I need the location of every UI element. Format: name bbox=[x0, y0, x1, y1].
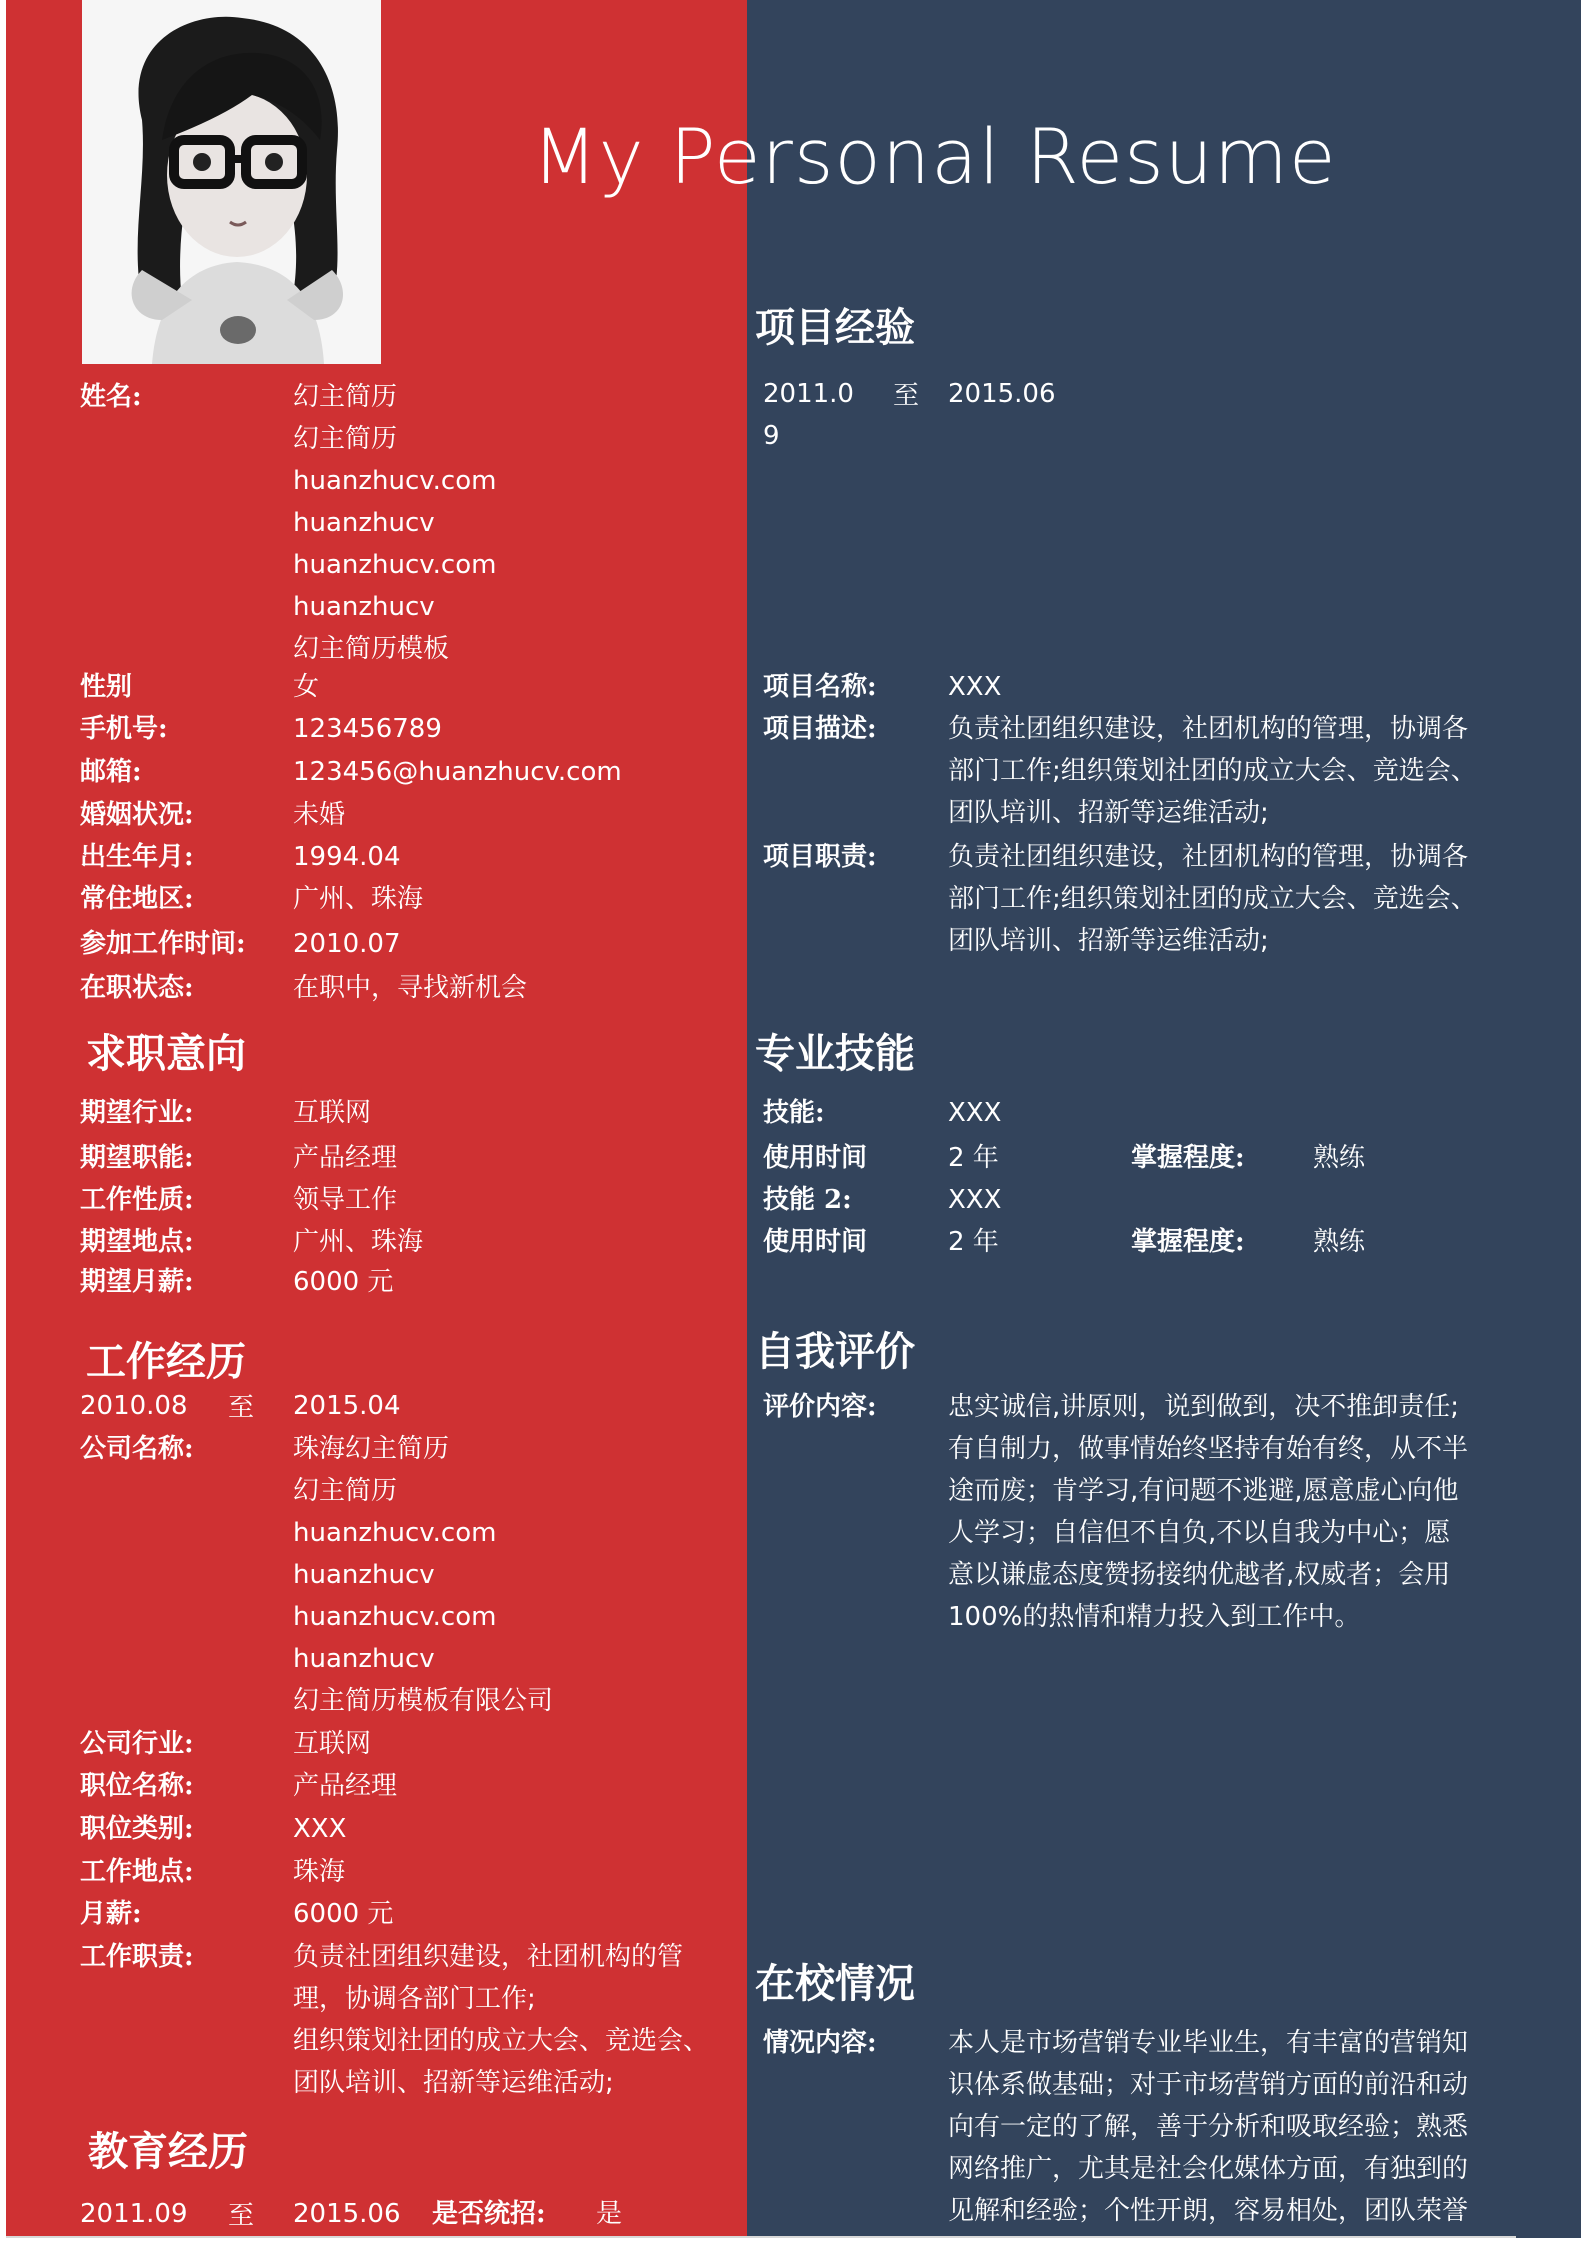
intent-place-label: 期望地点: bbox=[80, 1227, 194, 1257]
intent-nature-value: 领导工作 bbox=[293, 1185, 398, 1215]
self-eval-line: 100%的热情和精力投入到工作中。 bbox=[948, 1602, 1361, 1632]
unified-label: 是否统招: bbox=[432, 2199, 546, 2229]
edu-end-date: 2015.06 bbox=[293, 2199, 401, 2229]
avatar-photo bbox=[82, 0, 381, 364]
work-duty-line: 理，协调各部门工作; bbox=[293, 1984, 536, 2014]
self-eval-line: 忠实诚信,讲原则，说到做到，决不推卸责任; bbox=[948, 1392, 1460, 1422]
status-value: 在职中，寻找新机会 bbox=[293, 973, 528, 1003]
intent-industry-value: 互联网 bbox=[293, 1098, 372, 1128]
gender-value: 女 bbox=[293, 672, 320, 702]
project-duty-line: 团队培训、招新等运维活动; bbox=[948, 926, 1269, 956]
work-heading: 工作经历 bbox=[86, 1339, 246, 1385]
phone-value: 123456789 bbox=[293, 714, 442, 744]
work-start-label: 参加工作时间: bbox=[80, 929, 246, 959]
self-eval-line: 意以谦虚态度赞扬接纳优越者,权威者；会用 bbox=[948, 1560, 1451, 1590]
campus-text bbox=[948, 2022, 1468, 2232]
skill1-level-value: 熟练 bbox=[1313, 1143, 1366, 1173]
intent-place-value: 广州、珠海 bbox=[293, 1227, 424, 1257]
name-line: huanzhucv.com bbox=[293, 466, 497, 496]
project-desc-label: 项目描述: bbox=[763, 714, 877, 744]
birth-value: 1994.04 bbox=[293, 842, 401, 872]
project-desc-value bbox=[948, 708, 1477, 834]
company-industry-label: 公司行业: bbox=[80, 1729, 194, 1759]
job-intent-heading: 求职意向 bbox=[86, 1031, 246, 1077]
company-line: 珠海幻主简历 bbox=[293, 1434, 450, 1464]
skills-heading: 专业技能 bbox=[755, 1031, 915, 1077]
project-desc-line: 负责社团组织建设，社团机构的管理，协调各 bbox=[948, 714, 1469, 744]
intent-function-value: 产品经理 bbox=[293, 1143, 398, 1173]
intent-nature-label: 工作性质: bbox=[80, 1185, 194, 1215]
project-duty-line: 负责社团组织建设，社团机构的管理，协调各 bbox=[948, 842, 1469, 872]
campus-line: 识体系做基础；对于市场营销方面的前沿和动 bbox=[948, 2070, 1469, 2100]
project-name-value: XXX bbox=[948, 672, 1002, 702]
gender-label: 性别 bbox=[80, 672, 133, 702]
self-eval-text bbox=[948, 1386, 1468, 1638]
campus-line: 网络推广，尤其是社会化媒体方面，有独到的 bbox=[948, 2154, 1469, 2184]
project-name-label: 项目名称: bbox=[763, 672, 877, 702]
edu-start-date: 2011.09 bbox=[80, 2199, 188, 2229]
position-label: 职位名称: bbox=[80, 1771, 194, 1801]
project-end-date: 2015.06 bbox=[948, 379, 1056, 409]
company-value bbox=[293, 1428, 553, 1722]
self-eval-label: 评价内容: bbox=[763, 1392, 877, 1422]
company-line: 幻主简历模板有限公司 bbox=[293, 1686, 554, 1716]
phone-label: 手机号: bbox=[80, 714, 168, 744]
skill2-value: XXX bbox=[948, 1185, 1002, 1215]
skill2-level-value: 熟练 bbox=[1313, 1227, 1366, 1257]
name-line: huanzhucv bbox=[293, 592, 435, 622]
self-eval-heading: 自我评价 bbox=[755, 1329, 915, 1375]
self-eval-line: 人学习；自信但不自负,不以自我为中心；愿 bbox=[948, 1518, 1451, 1548]
skill2-time-value: 2 年 bbox=[948, 1227, 999, 1257]
intent-salary-label: 期望月薪: bbox=[80, 1267, 194, 1297]
company-line: huanzhucv.com bbox=[293, 1518, 497, 1548]
name-line: huanzhucv bbox=[293, 508, 435, 538]
category-value: XXX bbox=[293, 1814, 347, 1844]
marital-value: 未婚 bbox=[293, 800, 346, 830]
email-label: 邮箱: bbox=[80, 757, 142, 787]
campus-line: 本人是市场营销专业毕业生，有丰富的营销知 bbox=[948, 2028, 1469, 2058]
skill1-time-value: 2 年 bbox=[948, 1143, 999, 1173]
work-start-date: 2010.08 bbox=[80, 1391, 188, 1421]
name-line: 幻主简历 bbox=[293, 382, 398, 412]
self-eval-line: 有自制力，做事情始终坚持有始有终，从不半 bbox=[948, 1434, 1469, 1464]
birth-label: 出生年月: bbox=[80, 842, 194, 872]
name-label: 姓名: bbox=[80, 382, 142, 412]
location-label: 常住地区: bbox=[80, 884, 194, 914]
work-salary-value: 6000 元 bbox=[293, 1899, 394, 1929]
project-start-line: 2011.0 bbox=[763, 379, 854, 409]
edu-to: 至 bbox=[228, 2201, 255, 2231]
work-duty-line: 负责社团组织建设，社团机构的管 bbox=[293, 1942, 684, 1972]
avatar-cartoon-icon bbox=[82, 0, 381, 364]
intent-salary-value: 6000 元 bbox=[293, 1267, 394, 1297]
skill2-level-label: 掌握程度: bbox=[1131, 1227, 1245, 1257]
work-duty-label: 工作职责: bbox=[80, 1942, 194, 1972]
name-line: 幻主简历模板 bbox=[293, 634, 450, 664]
work-duty-line: 团队培训、招新等运维活动; bbox=[293, 2068, 614, 2098]
location-value: 广州、珠海 bbox=[293, 884, 424, 914]
work-place-value: 珠海 bbox=[293, 1857, 346, 1887]
resume-title: My Personal Resume bbox=[532, 112, 1337, 201]
company-label: 公司名称: bbox=[80, 1434, 194, 1464]
project-start-date bbox=[763, 373, 854, 457]
project-duty-label: 项目职责: bbox=[763, 842, 877, 872]
self-eval-line: 途而废；肯学习,有问题不逃避,愿意虚心向他 bbox=[948, 1476, 1459, 1506]
project-duty-value bbox=[948, 836, 1477, 962]
name-value bbox=[293, 376, 496, 670]
company-line: huanzhucv bbox=[293, 1644, 435, 1674]
company-industry-value: 互联网 bbox=[293, 1729, 372, 1759]
work-place-label: 工作地点: bbox=[80, 1857, 194, 1887]
project-duty-line: 部门工作;组织策划社团的成立大会、竞选会、 bbox=[948, 884, 1477, 914]
name-line: huanzhucv.com bbox=[293, 550, 497, 580]
unified-value: 是 bbox=[596, 2199, 623, 2229]
project-start-line: 9 bbox=[763, 421, 780, 451]
status-label: 在职状态: bbox=[80, 973, 194, 1003]
skill2-label: 技能 2: bbox=[763, 1185, 852, 1215]
category-label: 职位类别: bbox=[80, 1814, 194, 1844]
skill1-level-label: 掌握程度: bbox=[1131, 1143, 1245, 1173]
campus-line: 见解和经验；个性开朗，容易相处，团队荣誉 bbox=[948, 2196, 1469, 2226]
company-line: huanzhucv bbox=[293, 1560, 435, 1590]
marital-label: 婚姻状况: bbox=[80, 800, 194, 830]
work-duty-line: 组织策划社团的成立大会、竞选会、 bbox=[293, 2026, 710, 2056]
email-value: 123456@huanzhucv.com bbox=[293, 757, 622, 787]
name-line: 幻主简历 bbox=[293, 424, 398, 454]
work-duty-value bbox=[293, 1936, 709, 2104]
project-desc-line: 团队培训、招新等运维活动; bbox=[948, 798, 1269, 828]
work-to: 至 bbox=[228, 1393, 255, 1423]
intent-function-label: 期望职能: bbox=[80, 1143, 194, 1173]
skill1-time-label: 使用时间 bbox=[763, 1143, 868, 1173]
company-line: huanzhucv.com bbox=[293, 1602, 497, 1632]
projects-heading: 项目经验 bbox=[755, 305, 915, 351]
project-to: 至 bbox=[893, 381, 920, 411]
project-desc-line: 部门工作;组织策划社团的成立大会、竞选会、 bbox=[948, 756, 1477, 786]
work-salary-label: 月薪: bbox=[80, 1899, 142, 1929]
skill1-label: 技能: bbox=[763, 1098, 825, 1128]
intent-industry-label: 期望行业: bbox=[80, 1098, 194, 1128]
campus-line: 向有一定的了解，善于分析和吸取经验；熟悉 bbox=[948, 2112, 1469, 2142]
work-start-value: 2010.07 bbox=[293, 929, 401, 959]
campus-label: 情况内容: bbox=[763, 2028, 877, 2058]
skill2-time-label: 使用时间 bbox=[763, 1227, 868, 1257]
campus-heading: 在校情况 bbox=[755, 1961, 915, 2007]
education-heading: 教育经历 bbox=[88, 2129, 248, 2175]
position-value: 产品经理 bbox=[293, 1771, 398, 1801]
company-line: 幻主简历 bbox=[293, 1476, 398, 1506]
skill1-value: XXX bbox=[948, 1098, 1002, 1128]
work-end-date: 2015.04 bbox=[293, 1391, 401, 1421]
